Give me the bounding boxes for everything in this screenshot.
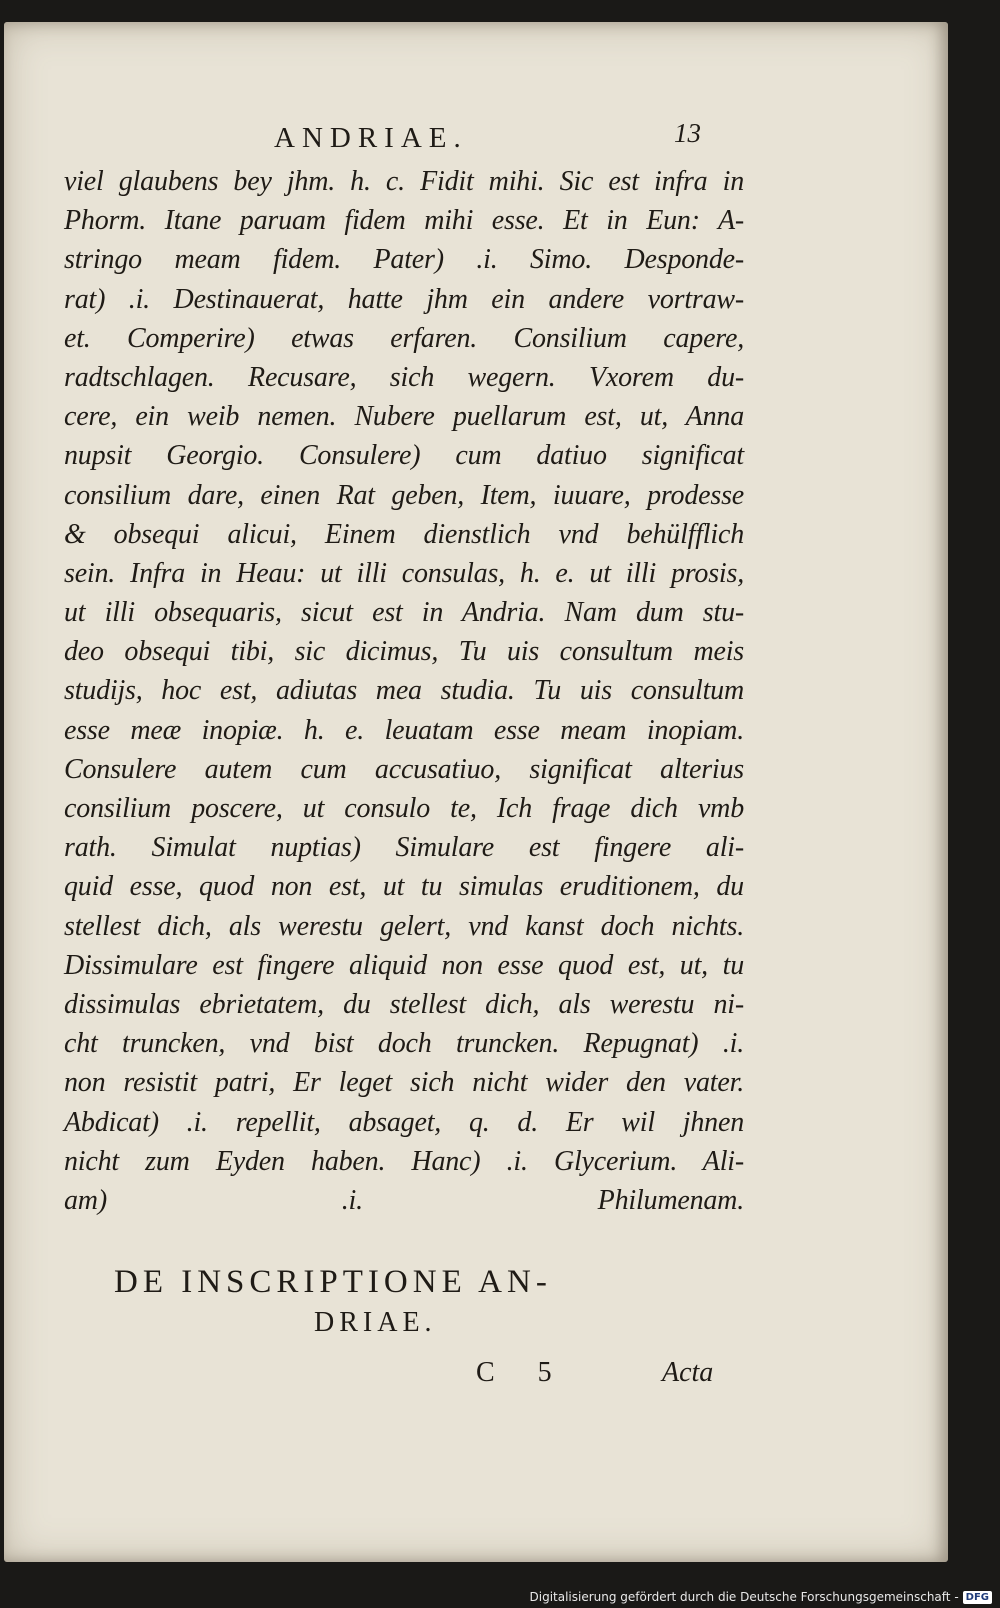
section-heading-line-1: DE INSCRIPTIONE AN- <box>114 1264 552 1300</box>
section-heading <box>114 1264 674 1339</box>
page-number: 13 <box>674 118 701 148</box>
text-line: stringo meam fidem. Pater) .i. Simo. Desponde- <box>64 244 744 276</box>
text-line: consilium poscere, ut consulo te, Ich frage dich vmb <box>64 793 744 824</box>
text-line: deo obsequi tibi, sic dicimus, Tu uis consultum meis <box>64 636 744 668</box>
text-line: esse meæ inopiæ. h. e. leuatam esse meam inopiam. <box>64 714 744 746</box>
text-line: nicht zum Eyden haben. Hanc) .i. Glycerium. Ali- <box>64 1145 744 1177</box>
text-line: nupsit Georgio. Consulere) cum datiuo significat <box>64 440 744 472</box>
book-page <box>4 22 948 1562</box>
signature-mark: C 5 <box>476 1357 570 1388</box>
text-line: stellest dich, als werestu gelert, vnd kanst doch nichts. <box>64 910 744 942</box>
text-line: Phorm. Itane paruam fidem mihi esse. Et in Eun: A- <box>64 205 744 237</box>
text-line: viel glaubens bey jhm. h. c. Fidit mihi. Sic est infra in <box>64 166 744 197</box>
text-line: Consulere autem cum accusatiuo, significat alterius <box>64 753 744 785</box>
catchword: Acta <box>662 1357 714 1388</box>
text-line: dissimulas ebrietatem, du stellest dich, als werestu ni- <box>64 988 744 1020</box>
text-line: rath. Simulat nuptias) Simulare est fingere ali- <box>64 832 744 864</box>
page-header <box>4 102 948 162</box>
section-heading-line-2: DRIAE. <box>314 1307 437 1338</box>
text-line: quid esse, quod non est, ut tu simulas eruditionem, du <box>64 871 744 903</box>
text-line: am) .i. Philumenam. <box>64 1184 744 1216</box>
text-line: sein. Infra in Heau: ut illi consulas, h. e. ut illi prosis, <box>64 557 744 589</box>
text-line: cht truncken, vnd bist doch truncken. Repugnat) .i. <box>64 1028 744 1060</box>
text-line: consilium dare, einen Rat geben, Item, iuuare, prodesse <box>64 479 744 511</box>
text-line: cere, ein weib nemen. Nubere puellarum est, ut, Anna <box>64 401 744 433</box>
dfg-logo: DFG <box>963 1591 992 1604</box>
text-line: & obsequi alicui, Einem dienstlich vnd behülfflich <box>64 518 744 550</box>
text-line: non resistit patri, Er leget sich nicht wider den vater. <box>64 1067 744 1099</box>
text-line: studijs, hoc est, adiutas mea studia. Tu uis consultum <box>64 675 744 707</box>
text-line: Abdicat) .i. repellit, absaget, q. d. Er wil jhnen <box>64 1106 744 1138</box>
credit-text: Digitalisierung gefördert durch die Deutsche Forschungsgemeinschaft - <box>529 1590 959 1604</box>
text-line: radtschlagen. Recusare, sich wegern. Vxorem du- <box>64 361 744 393</box>
body-text <box>64 162 744 1220</box>
text-line: et. Comperire) etwas erfaren. Consilium capere, <box>64 322 744 354</box>
running-title: ANDRIAE. <box>274 122 468 154</box>
digitization-credit <box>530 1590 993 1604</box>
text-line: Dissimulare est fingere aliquid non esse quod est, ut, tu <box>64 949 744 981</box>
text-line: rat) .i. Destinauerat, hatte jhm ein andere vortraw- <box>64 283 744 315</box>
text-line: ut illi obsequaris, sicut est in Andria. Nam dum stu- <box>64 597 744 629</box>
